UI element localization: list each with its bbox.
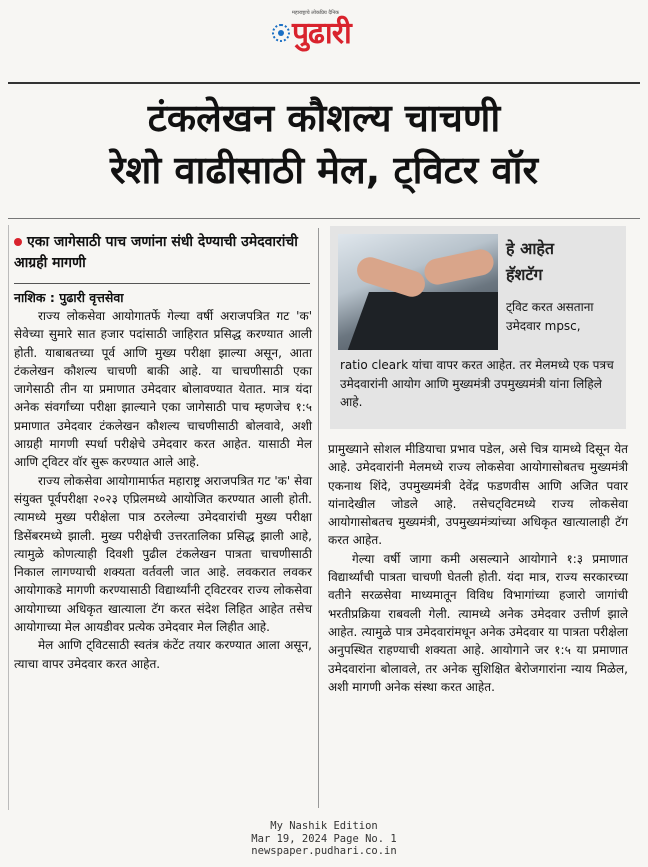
column-divider <box>318 228 319 808</box>
byline: नाशिक : पुढारी वृत्तसेवा <box>14 290 124 305</box>
footer-date-page: Mar 19, 2024 Page No. 1 <box>251 832 397 845</box>
article-paragraph: गेल्या वर्षी जागा कमी असल्याने आयोगाने १:३ प्रमाणात विद्यार्थ्यांची पात्रता चाचणी घेतली होती. यंदा मात्र, राज्य सरकारच्या वतीने सरळसेवा माध्यमातून विविध विभागांच्या हजारो जागांची भरतीप्रक्रिया राबवली गेली. त्यामध्ये अनेक उमेदवार उत्तीर्ण झाले आहेत. त्यामुळे पात्र उमेदवारांमधून अनेक उमेदवार या पात्रता परीक्षेला अनुपस्थित राहण्याची शक्यता आहे. आयोगाने जर १:५ या प्रमाणात उमेदवारांना बोलावले, तर अनेक सुशिक्षित बेरोजगारांना न्याय मिळेल, अशी मागणी अनेक संस्था करत आहेत. <box>328 551 628 694</box>
keyboard-shape <box>347 292 498 350</box>
article-paragraph: राज्य लोकसेवा आयोगामार्फत महाराष्ट्र अराजपत्रित गट 'क' सेवा संयुक्त पूर्वपरीक्षा २०२३ एप्रिलमध्ये आयोजित करण्यात आली होती. त्यामध्ये मुख्य परीक्षेला पात्र ठरलेल्या उमेदवारांची मुख्य परीक्षा डिसेंबरमध्ये झाली. मुख्य परीक्षेची उत्तरतालिका प्रसिद्ध झाली आहे, त्यामुळे कोणत्याही दिवशी पुढील टंकलेखन पात्रता चाचणीसाठी निकाल लागण्याची शक्यता वर्तवली जात आहे. लवकरात लवकर आयोगाकडे मागणी करण्यासाठी विद्यार्थ्यांनी ट्विटरवर राज्य लोकसेवा आयोगाच्या अधिकृत खात्याला टॅग करत संदेश लिहित आहेत तसेच आयोगाच्या मेल आयडीवर प्रत्येक उमेदवार मेल लिहीत आहे. <box>14 473 312 635</box>
subhead-divider <box>14 283 310 284</box>
headline-line-2: रेशो वाढीसाठी मेल, ट्विटर वॉर <box>109 148 539 192</box>
left-border <box>8 225 9 810</box>
top-divider <box>8 82 640 84</box>
hashtag-title-line-2: हॅशटॅग <box>506 265 543 284</box>
headline <box>0 92 648 196</box>
pudhari-logo <box>272 10 382 54</box>
hashtag-box-text-short: ट्विट करत असताना उमेदवार mpsc, <box>506 300 594 333</box>
article-left-column <box>14 307 312 673</box>
headline-line-1: टंकलेखन कौशल्य चाचणी <box>147 96 501 140</box>
masthead <box>0 6 648 60</box>
footer-edition: My Nashik Edition <box>270 820 378 832</box>
edition-footer <box>0 820 648 858</box>
hashtag-box <box>330 226 626 429</box>
hashtag-box-text-long: ratio cleark यांचा वापर करत आहेत. तर मेलमध्ये एक पत्रच उमेदवारांनी आयोग आणि मुख्यमंत्री उपमुख्यमंत्री यांना लिहिले आहे. <box>340 358 614 409</box>
headline-divider <box>8 218 640 219</box>
subheadline-text: एका जागेसाठी पाच जणांना संधी देण्याची उमेदवारांची आग्रही मागणी <box>14 234 298 271</box>
keyboard-hands-photo <box>338 234 498 350</box>
footer-url: newspaper.pudhari.co.in <box>251 845 397 857</box>
article-right-column <box>328 440 628 696</box>
article-paragraph: मेल आणि ट्विटसाठी स्वतंत्र कंटेंट तयार करण्यात आला असून, त्याचा वापर उमेदवार करत आहेत. <box>14 638 312 671</box>
bullet-icon <box>14 238 22 246</box>
logo-text: पुढारी <box>292 16 351 51</box>
logo-emblem-icon <box>272 24 290 42</box>
article-paragraph: राज्य लोकसेवा आयोगातर्फे गेल्या वर्षी अराजपत्रित गट 'क' सेवेच्या सुमारे सात हजार पदांसाठी जाहिरात प्रसिद्ध करण्यात आली होती. याबाबतच्या पूर्व आणि मुख्य परीक्षा झाल्या असून, आता टंकलेखन कौशल्य चाचणी बाकी आहे. या चाचणीसाठी एका जागेसाठी तीन या प्रमाणात उमेदवार बोलावण्यात येतात. मात्र यंदा अनेक संवर्गांच्या परीक्षा झाल्याने एका जागेसाठी पाच म्हणजेच १:५ प्रमाणात उमेदवार टंकलेखन कौशल्य चाचणीसाठी बोलवावे, अशी आग्रही मागणी स्पर्धा परीक्षेचे उमेदवार करत आहेत. यासाठी मेल आणि ट्विटर वॉर सुरू करण्यात आले आहे. <box>14 309 312 470</box>
hashtag-box-title <box>506 236 554 288</box>
article-paragraph: प्रामुख्याने सोशल मीडियाचा प्रभाव पडेल, असे चित्र यामध्ये दिसून येत आहे. उमेदवारांनी मेलमध्ये राज्य लोकसेवा आयोगासोबतच मुख्यमंत्री एकनाथ शिंदे, उपमुख्यमंत्री देवेंद्र फडणवीस आणि अजित पवार यांनादेखील जोडले आहे. तसेचट्विटमध्ये राज्य लोकसेवा आयोगासोबतच मुख्यमंत्री, उपमुख्यमंत्र्यांच्या अधिकृत खात्यालाही टॅग करत आहेत. <box>328 442 628 548</box>
logo-tagline: महाराष्ट्राचे लोकप्रिय दैनिक <box>292 10 339 16</box>
hashtag-title-line-1: हे आहेत <box>506 239 555 258</box>
subheadline <box>14 232 310 274</box>
hand-shape <box>422 247 496 287</box>
